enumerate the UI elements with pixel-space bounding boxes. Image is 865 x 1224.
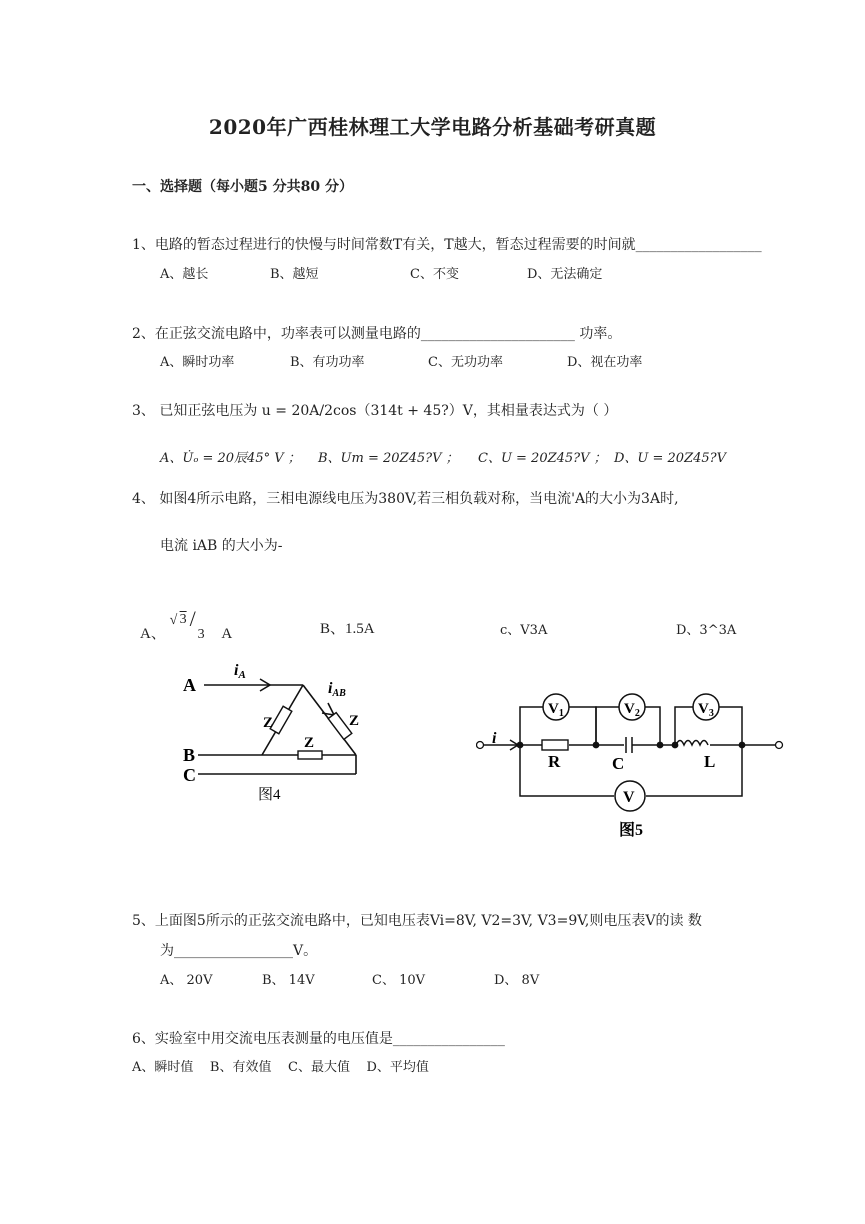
q1-option-d: D、无法确定: [527, 267, 603, 282]
section-heading: 一、选择题（每小题5 分共80 分）: [132, 179, 353, 195]
q5-option-b: B、 14V: [262, 973, 315, 988]
q1-option-a: A、越长: [160, 267, 209, 282]
q3-option-a: A、U̇ₒ = 20辰45° V ；: [160, 451, 301, 466]
fig4-impedance-bottom: Z: [304, 735, 315, 751]
q4-option-a-unit: A: [221, 626, 233, 642]
page-title: 2020年广西桂林理工大学电路分析基础考研真题: [208, 115, 657, 139]
fraction-numerator: 3: [179, 612, 187, 627]
question-1-stem: 1、电路的暂态过程进行的快慢与时间常数T有关，T越大，暂态过程需要的时间就__________________: [132, 237, 762, 253]
figure-4-circuit: [178, 655, 378, 810]
q2-option-c: C、无功功率: [428, 355, 503, 370]
fig5-voltmeter-v3: $V_3$: [698, 701, 714, 719]
q4-option-a-prefix: A、: [140, 626, 166, 642]
q4-option-b: B、1.5A: [320, 621, 375, 637]
fig5-voltmeter-v2: $V_2$: [624, 701, 640, 719]
q6-options: A、瞬时值 B、有效值 C、最大值 D、平均值: [132, 1060, 429, 1075]
question-6-stem: 6、实验室中用交流电压表测量的电压值是________________: [132, 1031, 505, 1047]
q2-option-b: B、有功功率: [290, 355, 365, 370]
question-5-stem: 5、上面图5所示的正弦交流电路中，已知电压表Vi=8V, V2=3V, V3=9V,则电压表V的读 数: [132, 913, 702, 929]
fig5-voltmeter-v1: $V_1$: [548, 701, 564, 719]
question-4-stem-line2: 电流 iAB 的大小为-: [160, 538, 283, 554]
fig4-caption: 图4: [258, 787, 281, 803]
q1-option-b: B、越短: [270, 267, 319, 282]
fig4-current-ia: iA: [234, 662, 246, 681]
sqrt-icon: √: [169, 613, 178, 628]
question-5-stem-line2: 为_________________V。: [160, 943, 318, 959]
slash-icon: /: [189, 606, 196, 631]
fig5-inductor-l: L: [704, 752, 716, 771]
fig4-node-c: C: [183, 765, 196, 785]
fig4-impedance-right: Z: [349, 713, 360, 729]
fig4-current-iab: iAB: [328, 680, 346, 699]
q4-option-a: [140, 606, 233, 643]
fig5-caption: 图5: [619, 822, 644, 839]
question-3-stem: 3、 已知正弦电压为 u = 20A/2cos（314t + 45?）V，其相量表达式为（ ）: [132, 403, 618, 419]
q5-option-d: D、 8V: [494, 973, 540, 988]
fig5-capacitor-c: C: [612, 754, 625, 773]
q3-option-d: D、U = 20Z45?V: [614, 451, 727, 466]
q2-option-a: A、瞬时功率: [160, 355, 235, 370]
fig4-node-a: A: [183, 675, 196, 695]
q2-option-d: D、视在功率: [567, 355, 643, 370]
q3-option-b: B、Um = 20Z45?V ；: [318, 451, 459, 466]
fig4-impedance-left: Z: [263, 715, 274, 731]
fig5-current-i: i: [492, 730, 497, 747]
q5-option-a: A、 20V: [160, 973, 213, 988]
fig5-voltmeter-v: V: [623, 789, 635, 806]
sqrt3-over-3: [169, 606, 210, 642]
fig5-resistor-r: R: [548, 752, 561, 771]
q1-option-c: C、不变: [410, 267, 459, 282]
fig4-node-b: B: [183, 745, 196, 765]
figure-5-circuit: [476, 685, 786, 845]
q4-option-c: c、V3A: [500, 623, 548, 638]
fraction-denominator: 3: [197, 627, 205, 642]
question-4-stem: 4、 如图4所示电路，三相电源线电压为380V,若三相负载对称，当电流'A的大小为3A时,: [132, 491, 679, 507]
q5-option-c: C、 10V: [372, 973, 426, 988]
question-2-stem: 2、在正弦交流电路中，功率表可以测量电路的______________________ 功率。: [132, 326, 622, 342]
q3-option-c: C、U = 20Z45?V ；: [478, 451, 607, 466]
q4-option-d: D、3^3A: [676, 623, 737, 638]
